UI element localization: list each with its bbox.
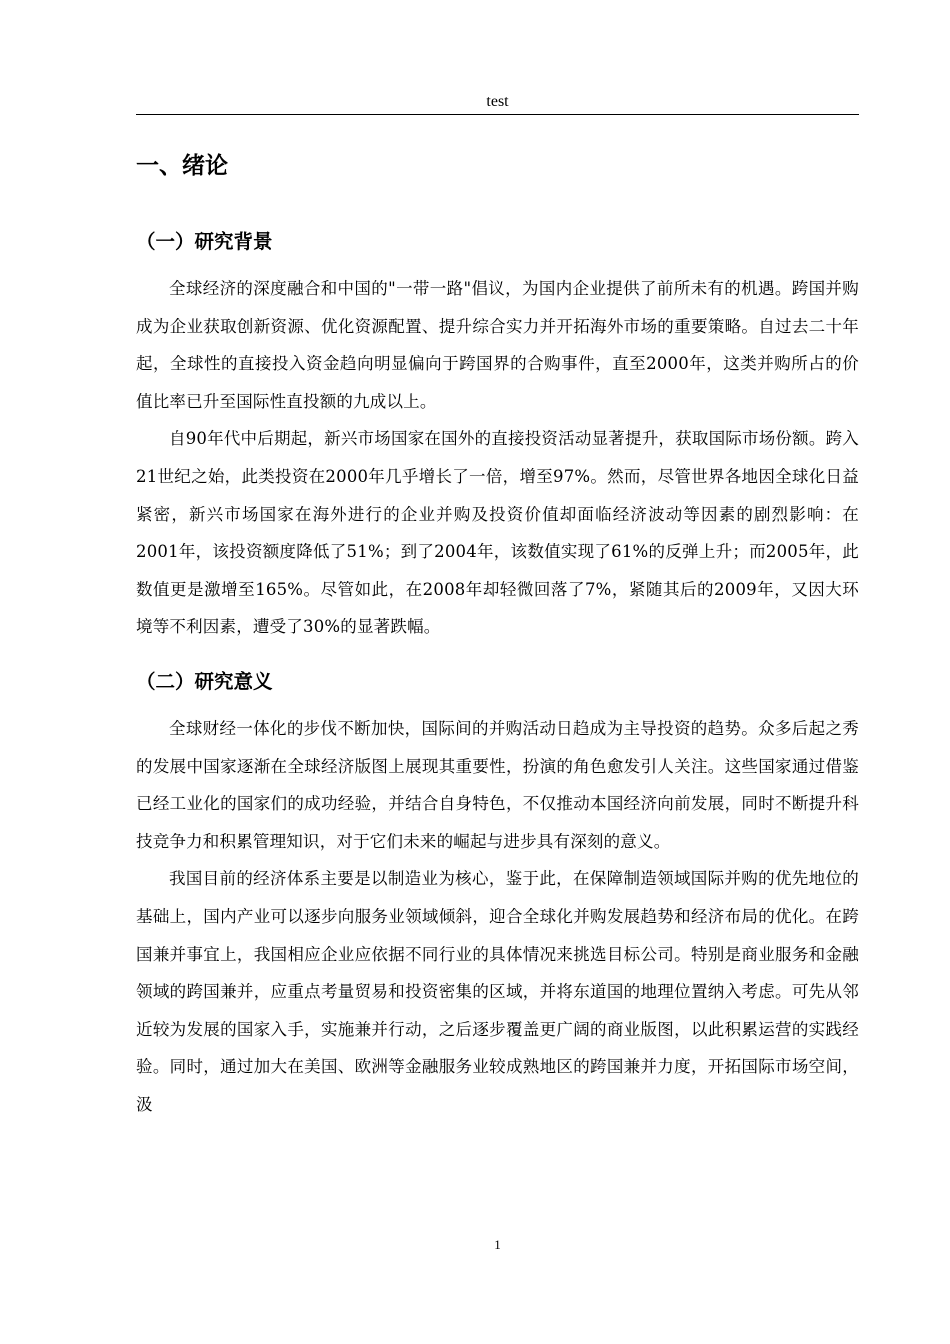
page-content	[136, 146, 859, 1123]
page-number: 1	[494, 1237, 501, 1252]
running-header: test	[486, 93, 509, 110]
body-paragraph: 我国目前的经济体系主要是以制造业为核心，鉴于此，在保障制造领域国际并购的优先地位的基础上，国内产业可以逐步向服务业领域倾斜，迎合全球化并购发展趋势和经济布局的优化。在跨国兼并事宜上，我国相应企业应依据不同行业的具体情况来挑选目标公司。特别是商业服务和金融领域的跨国兼并，应重点考量贸易和投资密集的区域，并将东道国的地理位置纳入考虑。可先从邻近较为发展的国家入手，实施兼并行动，之后逐步覆盖更广阔的商业版图，以此积累运营的实践经验。同时，通过加大在美国、欧洲等金融服务业较成熟地区的跨国兼并力度，开拓国际市场空间，汲	[136, 869, 859, 1114]
header-rule	[136, 114, 859, 115]
section-research-significance	[136, 662, 859, 1124]
section-title: （一）研究背景	[136, 230, 273, 253]
section-title: （二）研究意义	[136, 669, 273, 693]
chapter-title: 一、绪论	[136, 153, 228, 179]
section-research-background	[136, 222, 859, 646]
body-paragraph: 自90年代中后期起，新兴市场国家在国外的直接投资活动显著提升，获取国际市场份额。跨入21世纪之始，此类投资在2000年几乎增长了一倍，增至97%。然而，尽管世界各地因全球化日益紧密，新兴市场国家在海外进行的企业并购及投资价值却面临经济波动等因素的剧烈影响：在2001年，该投资额度降低了51%；到了2004年，该数值实现了61%的反弹上升；而2005年，此数值更是激增至165%。尽管如此，在2008年却轻微回落了7%，紧随其后的2009年，又因大环境等不利因素，遭受了30%的显著跌幅。	[136, 429, 859, 637]
body-paragraph: 全球经济的深度融合和中国的"一带一路"倡议，为国内企业提供了前所未有的机遇。跨国并购成为企业获取创新资源、优化资源配置、提升综合实力并开拓海外市场的重要策略。自过去二十年起，全球性的直接投入资金趋向明显偏向于跨国界的合购事件，直至2000年，这类并购所占的价值比率已升至国际性直投额的九成以上。	[136, 279, 859, 411]
body-paragraph: 全球财经一体化的步伐不断加快，国际间的并购活动日趋成为主导投资的趋势。众多后起之秀的发展中国家逐渐在全球经济版图上展现其重要性，扮演的角色愈发引人关注。这些国家通过借鉴已经工业化的国家们的成功经验，并结合自身特色，不仅推动本国经济向前发展，同时不断提升科技竞争力和积累管理知识，对于它们未来的崛起与进步具有深刻的意义。	[136, 718, 859, 851]
